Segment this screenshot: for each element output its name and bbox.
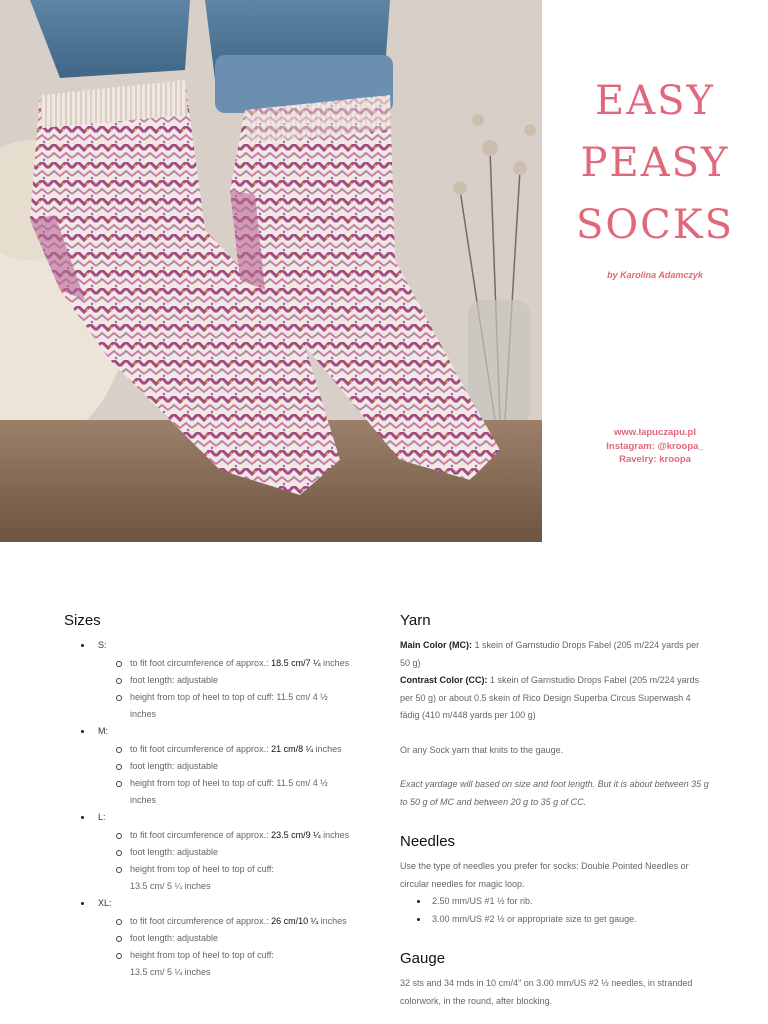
circumference: to fit foot circumference of approx.: 26 cm/10 ¼ inches <box>130 913 384 930</box>
contact-links <box>560 426 750 467</box>
foot-length: foot length: adjustable <box>130 844 384 861</box>
yardage-note: Exact yardage will based on size and foot length. But it is about between 35 g to 50 g of MC and between 20 g to 35 g of CC. <box>400 779 709 807</box>
alternative-yarn: Or any Sock yarn that knits to the gauge. <box>400 744 564 755</box>
size-label: M: <box>98 726 108 736</box>
cuff-height: height from top of heel to top of cuff: 13.5 cm/ 5 ¼ inches <box>130 861 384 895</box>
ravelry-link[interactable]: Ravelry: kroopa <box>619 454 691 465</box>
size-list <box>64 637 384 981</box>
cuff-height: height from top of heel to top of cuff: 11.5 cm/ 4 ½ inches <box>130 689 384 723</box>
title-line-1: EASY <box>595 78 715 124</box>
needles-intro: Use the type of needles you prefer for socks: Double Pointed Needles or circular needles for magic loop. <box>400 861 689 889</box>
foot-length: foot length: adjustable <box>130 672 384 689</box>
size-l <box>64 809 384 895</box>
needle-item: 2.50 mm/US #1 ½ for rib. <box>416 893 710 911</box>
instagram-link[interactable]: Instagram: @kroopa_ <box>606 440 704 452</box>
sizes-heading: Sizes <box>64 612 101 629</box>
size-details <box>130 827 384 895</box>
gauge-text: 32 sts and 34 rnds in 10 cm/4" on 3.00 mm/US #2 ½ needles, in stranded colorwork, in the round, after blocking. <box>400 978 693 1006</box>
size-label: L: <box>98 812 106 822</box>
cover-photo <box>0 0 542 542</box>
materials-section <box>400 612 710 1010</box>
title-line-3: SOCKS <box>575 202 735 248</box>
size-details <box>130 913 384 981</box>
main-color-text: Main Color (MC): 1 skein of Garnstudio Drops Fabel (205 m/224 yards per 50 g) <box>400 640 700 668</box>
yarn-heading: Yarn <box>400 612 431 629</box>
website-link[interactable]: www.lapuczapu.pl <box>614 427 696 438</box>
needle-list <box>416 893 710 928</box>
title-line-2: PEASY <box>580 140 730 186</box>
circumference: to fit foot circumference of approx.: 23.5 cm/9 ¼ inches <box>130 827 384 844</box>
cuff-height: height from top of heel to top of cuff: 11.5 cm/ 4 ½ inches <box>130 775 384 809</box>
circumference: to fit foot circumference of approx.: 18.5 cm/7 ¼ inches <box>130 655 384 672</box>
author-byline: by Karolina Adamczyk <box>607 270 703 280</box>
size-s <box>64 637 384 723</box>
sizes-section <box>64 612 384 981</box>
needles-heading: Needles <box>400 833 456 850</box>
circumference: to fit foot circumference of approx.: 21 cm/8 ¼ inches <box>130 741 384 758</box>
size-details <box>130 741 384 809</box>
contrast-color-text: Contrast Color (CC): 1 skein of Garnstudio Drops Fabel (205 m/224 yards per 50 g) or about 0.5 skein of Rico Design Superba Circus Superwash 4 fädig (410 m/448 yards per 100 g) <box>400 675 700 720</box>
size-label: XL: <box>98 898 112 908</box>
size-m <box>64 723 384 809</box>
size-label: S: <box>98 640 107 650</box>
foot-length: foot length: adjustable <box>130 758 384 775</box>
cuff-height: height from top of heel to top of cuff: 13.5 cm/ 5 ¼ inches <box>130 947 384 981</box>
needle-item: 3.00 mm/US #2 ½ or appropriate size to get gauge. <box>416 911 710 929</box>
size-xl <box>64 895 384 981</box>
socks-illustration <box>0 0 542 542</box>
foot-length: foot length: adjustable <box>130 930 384 947</box>
size-details <box>130 655 384 723</box>
gauge-heading: Gauge <box>400 950 446 967</box>
title-block <box>560 70 750 280</box>
